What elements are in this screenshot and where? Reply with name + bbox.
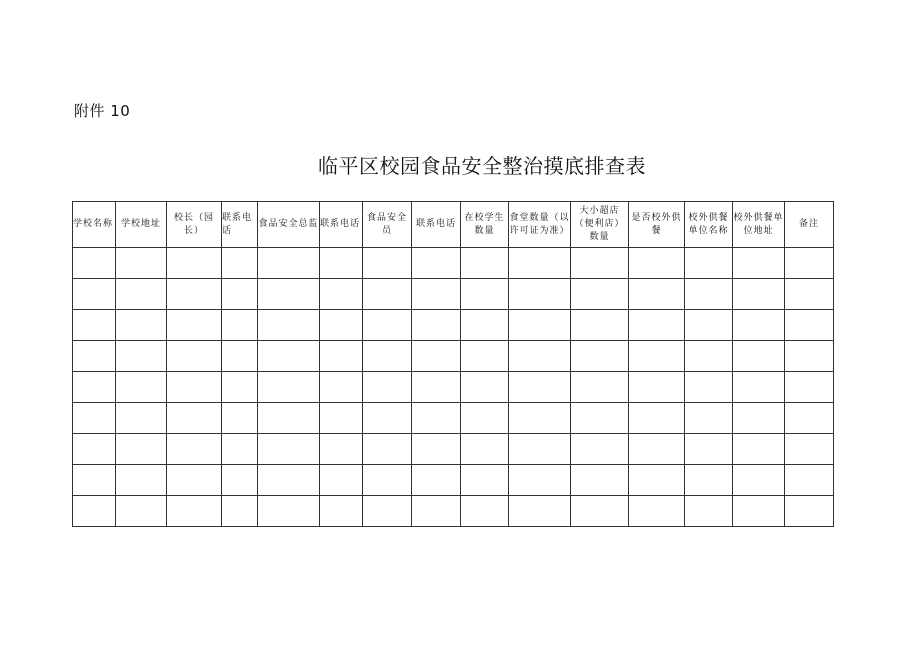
table-cell[interactable] — [629, 434, 685, 465]
header-caterer-name: 校外供餐单位名称 — [685, 202, 733, 248]
table-row — [73, 465, 834, 496]
table-cell[interactable] — [320, 403, 363, 434]
table-cell[interactable] — [461, 341, 509, 372]
table-cell[interactable] — [73, 434, 116, 465]
table-cell[interactable] — [222, 403, 258, 434]
table-cell[interactable] — [258, 248, 320, 279]
table-cell[interactable] — [571, 403, 629, 434]
table-body — [73, 248, 834, 527]
table-cell[interactable] — [733, 248, 785, 279]
table-cell[interactable] — [116, 310, 167, 341]
header-food-safety-officer: 食品安全员 — [363, 202, 412, 248]
table-cell[interactable] — [222, 248, 258, 279]
table-cell[interactable] — [320, 248, 363, 279]
document-title: 临平区校园食品安全整治摸底排查表 — [318, 154, 646, 178]
table-cell[interactable] — [412, 372, 461, 403]
header-officer-phone: 联系电话 — [412, 202, 461, 248]
table-cell[interactable] — [509, 248, 571, 279]
table-cell[interactable] — [629, 372, 685, 403]
table-cell[interactable] — [363, 248, 412, 279]
table-cell[interactable] — [258, 372, 320, 403]
table-cell[interactable] — [167, 434, 222, 465]
table-cell[interactable] — [222, 341, 258, 372]
table-cell[interactable] — [320, 465, 363, 496]
header-external-catering: 是否校外供餐 — [629, 202, 685, 248]
table-cell[interactable] — [685, 465, 733, 496]
table-cell[interactable] — [629, 310, 685, 341]
table-cell[interactable] — [363, 403, 412, 434]
table-cell[interactable] — [412, 279, 461, 310]
table-cell[interactable] — [258, 279, 320, 310]
table-cell[interactable] — [320, 279, 363, 310]
table-row — [73, 310, 834, 341]
table-row — [73, 403, 834, 434]
table-cell[interactable] — [685, 341, 733, 372]
table-cell[interactable] — [167, 279, 222, 310]
table-cell[interactable] — [222, 465, 258, 496]
table-row — [73, 434, 834, 465]
table-cell[interactable] — [509, 465, 571, 496]
header-principal: 校长（园长） — [167, 202, 222, 248]
table-cell[interactable] — [73, 465, 116, 496]
table-cell[interactable] — [785, 341, 834, 372]
header-principal-phone: 联系电话 — [222, 202, 258, 248]
table-cell[interactable] — [167, 310, 222, 341]
table-cell[interactable] — [461, 496, 509, 527]
table-cell[interactable] — [363, 496, 412, 527]
table-cell[interactable] — [167, 465, 222, 496]
table-cell[interactable] — [222, 279, 258, 310]
header-canteen-count: 食堂数量（以许可证为准） — [509, 202, 571, 248]
table-cell[interactable] — [685, 279, 733, 310]
survey-table — [72, 201, 834, 527]
table-cell[interactable] — [509, 372, 571, 403]
table-cell[interactable] — [116, 496, 167, 527]
table-cell[interactable] — [167, 496, 222, 527]
table-cell[interactable] — [461, 403, 509, 434]
table-cell[interactable] — [167, 341, 222, 372]
table-cell[interactable] — [733, 372, 785, 403]
header-store-count: 大小超店（便利店）数量 — [571, 202, 629, 248]
table-cell[interactable] — [258, 341, 320, 372]
table-cell[interactable] — [629, 341, 685, 372]
table-cell[interactable] — [785, 310, 834, 341]
table-row — [73, 248, 834, 279]
table-cell[interactable] — [258, 496, 320, 527]
table-cell[interactable] — [461, 279, 509, 310]
table-cell[interactable] — [733, 434, 785, 465]
table-cell[interactable] — [629, 496, 685, 527]
table-cell[interactable] — [733, 465, 785, 496]
table-cell[interactable] — [320, 310, 363, 341]
table-cell[interactable] — [363, 341, 412, 372]
table-cell[interactable] — [733, 279, 785, 310]
table-cell[interactable] — [571, 310, 629, 341]
table-cell[interactable] — [461, 434, 509, 465]
table-cell[interactable] — [116, 465, 167, 496]
table-cell[interactable] — [629, 248, 685, 279]
header-row — [73, 202, 834, 248]
table-cell[interactable] — [73, 496, 116, 527]
header-director-phone: 联系电话 — [320, 202, 363, 248]
table-cell[interactable] — [412, 248, 461, 279]
table-cell[interactable] — [685, 403, 733, 434]
table-cell[interactable] — [167, 248, 222, 279]
table-cell[interactable] — [785, 465, 834, 496]
table-cell[interactable] — [685, 434, 733, 465]
table-row — [73, 496, 834, 527]
table-cell[interactable] — [629, 403, 685, 434]
table-cell[interactable] — [509, 279, 571, 310]
table-cell[interactable] — [685, 372, 733, 403]
table-row — [73, 279, 834, 310]
table-cell[interactable] — [116, 279, 167, 310]
table-cell[interactable] — [412, 496, 461, 527]
table-cell[interactable] — [363, 310, 412, 341]
table-cell[interactable] — [571, 248, 629, 279]
table-cell[interactable] — [571, 372, 629, 403]
attachment-label: 附件 10 — [74, 102, 131, 120]
table-cell[interactable] — [320, 372, 363, 403]
table-cell[interactable] — [116, 372, 167, 403]
table-cell[interactable] — [509, 496, 571, 527]
table-cell[interactable] — [685, 248, 733, 279]
table-cell[interactable] — [363, 465, 412, 496]
table-cell[interactable] — [785, 279, 834, 310]
table-cell[interactable] — [73, 248, 116, 279]
table-cell[interactable] — [258, 403, 320, 434]
header-student-count: 在校学生数量 — [461, 202, 509, 248]
table-cell[interactable] — [73, 310, 116, 341]
table-row — [73, 372, 834, 403]
table-cell[interactable] — [320, 341, 363, 372]
table-cell[interactable] — [363, 372, 412, 403]
table-cell[interactable] — [222, 310, 258, 341]
table-cell[interactable] — [222, 372, 258, 403]
table-cell[interactable] — [733, 496, 785, 527]
table-cell[interactable] — [73, 279, 116, 310]
table-cell[interactable] — [785, 372, 834, 403]
table-cell[interactable] — [363, 279, 412, 310]
header-food-safety-director: 食品安全总监 — [258, 202, 320, 248]
table-cell[interactable] — [461, 372, 509, 403]
header-school-name: 学校名称 — [73, 202, 116, 248]
table-cell[interactable] — [785, 403, 834, 434]
table-cell[interactable] — [320, 496, 363, 527]
table-cell[interactable] — [73, 403, 116, 434]
table-cell[interactable] — [412, 434, 461, 465]
table-cell[interactable] — [73, 341, 116, 372]
table-cell[interactable] — [412, 465, 461, 496]
table-cell[interactable] — [733, 403, 785, 434]
table-cell[interactable] — [685, 496, 733, 527]
table-cell[interactable] — [785, 434, 834, 465]
table-cell[interactable] — [258, 465, 320, 496]
table-cell[interactable] — [412, 403, 461, 434]
table-cell[interactable] — [571, 341, 629, 372]
table-cell[interactable] — [571, 279, 629, 310]
table-cell[interactable] — [571, 434, 629, 465]
table-row — [73, 341, 834, 372]
table-cell[interactable] — [116, 341, 167, 372]
table-cell[interactable] — [571, 465, 629, 496]
table-cell[interactable] — [116, 434, 167, 465]
table-cell[interactable] — [222, 496, 258, 527]
table-cell[interactable] — [461, 310, 509, 341]
table-cell[interactable] — [461, 248, 509, 279]
table-cell[interactable] — [629, 465, 685, 496]
table-cell[interactable] — [509, 341, 571, 372]
table-cell[interactable] — [461, 465, 509, 496]
table-cell[interactable] — [258, 310, 320, 341]
table-cell[interactable] — [258, 434, 320, 465]
table-cell[interactable] — [685, 310, 733, 341]
table-cell[interactable] — [222, 434, 258, 465]
table-cell[interactable] — [73, 372, 116, 403]
table-cell[interactable] — [412, 310, 461, 341]
table-cell[interactable] — [733, 341, 785, 372]
table-cell[interactable] — [116, 248, 167, 279]
table-cell[interactable] — [629, 279, 685, 310]
table-cell[interactable] — [320, 434, 363, 465]
header-remarks: 备注 — [785, 202, 834, 248]
table-cell[interactable] — [363, 434, 412, 465]
table-cell[interactable] — [785, 248, 834, 279]
table-cell[interactable] — [167, 372, 222, 403]
table-cell[interactable] — [412, 341, 461, 372]
table-cell[interactable] — [571, 496, 629, 527]
table-cell[interactable] — [785, 496, 834, 527]
table-cell[interactable] — [116, 403, 167, 434]
table-cell[interactable] — [733, 310, 785, 341]
table-cell[interactable] — [509, 434, 571, 465]
table-cell[interactable] — [167, 403, 222, 434]
table-cell[interactable] — [509, 310, 571, 341]
table-cell[interactable] — [509, 403, 571, 434]
header-caterer-address: 校外供餐单位地址 — [733, 202, 785, 248]
header-school-address: 学校地址 — [116, 202, 167, 248]
